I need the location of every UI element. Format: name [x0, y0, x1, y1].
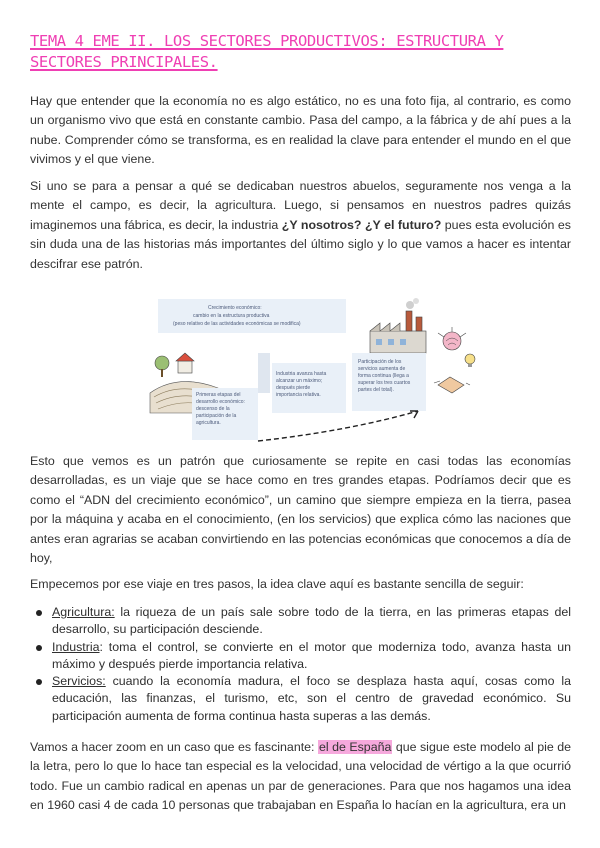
paragraph-abuelos-bold: ¿Y nosotros? ¿Y el futuro?	[281, 217, 442, 232]
box-ind-line2: alcanzar un máximo;	[276, 378, 323, 384]
box-agri-line4: participación de la	[196, 413, 237, 419]
handshake-icon	[434, 377, 470, 393]
term-services: Servicios:	[52, 674, 106, 689]
paragraph-pattern: Esto que vemos es un patrón que curiosamente se repite en casi todas las economías desarrolladas, es un viaje que se hace como en tres grandes etapas. Podríamos decir que es como el “ADN del crecimiento económico”, un camino que siempre empieza en la tierra, pasea por la máquina y acaba en el conocimiento, (en los servicios) que explica cómo las naciones que antes eran agrarias se acaban convirtiendo en las potencias económicas que conocemos a día de hoy,	[30, 454, 571, 566]
box-ind-line3: después pierde	[276, 385, 311, 391]
box-serv-line3: forma continua (llega a	[358, 373, 409, 379]
economic-growth-diagram	[148, 293, 488, 443]
box-agri-line2: desarrollo económico:	[196, 399, 245, 405]
box-ind-line1: Industria avanza hasta	[276, 371, 327, 377]
box-agri-line5: agricultura.	[196, 420, 221, 426]
paragraph-three-steps: Empecemos por ese viaje en tres pasos, la idea clave aquí es bastante sencilla de seguir:	[30, 577, 524, 591]
list-item	[32, 604, 571, 639]
bullet-dot-icon	[36, 610, 42, 616]
box-ind-line4: importancia relativa.	[276, 392, 321, 398]
diagram-header-line2: cambio en la estructura productiva	[193, 313, 270, 319]
paragraph-abuelos	[30, 177, 571, 274]
paragraph-abuelos-text: Si uno se para a pensar a qué se dedicaban nuestros abuelos, seguramente nos venga a la mente el campo, es decir, la agricultura. Luego, si pensamos en nuestros padres quizás imaginemos una fábrica, es decir, la industria	[30, 179, 571, 232]
list-item	[32, 673, 571, 725]
box-agri-line3: descenso de la	[196, 406, 230, 412]
page-title: TEMA 4 EME II. LOS SECTORES PRODUCTIVOS: ESTRUCTURA Y SECTORES PRINCIPALES.	[30, 32, 504, 71]
brain-icon	[438, 327, 466, 350]
diagram-header-line3: (peso relativo de las actividades económicas se modifica)	[173, 321, 301, 327]
bullet-dot-icon	[36, 645, 42, 651]
list-item	[32, 639, 571, 674]
box-serv-line1: Participación de los	[358, 359, 402, 365]
paragraph-spain-end: que sigue este modelo al pie de la letra, pero lo que lo hace tan especial es la velocidad, una velocidad de vértigo a la que ocurrió todo. Fue un cambio radical en apenas un par de generaciones. Para que nos hagamos una idea en 1960 casi 4 de cada 10 personas que trabajaban en España lo hacían en la agricultura, era un	[30, 740, 571, 813]
list-item-text: : toma el control, se convierte en el motor que moderniza todo, avanza hasta un máximo y después pierde importancia relativa.	[52, 639, 571, 671]
term-industry: Industria	[52, 639, 100, 654]
box-serv-line5: partes del total).	[358, 387, 394, 393]
paragraph-spain-text: Vamos a hacer zoom en un caso que es fascinante:	[30, 740, 318, 754]
box-serv-line2: servicios aumenta de	[358, 366, 406, 372]
box-serv-line4: superar los tres cuartos	[358, 380, 411, 386]
term-agriculture: Agricultura:	[52, 605, 115, 619]
box-agri-line1: Primeras etapas del	[196, 392, 241, 398]
paragraph-intro: Hay que entender que la economía no es algo estático, no es una foto fija, al contrario, es como un organismo vivo que está en constante cambio. Pasa del campo, a la fábrica y de ahí pues a la nube. Comprender cómo se transforma, es en realidad la clave para entender el mundo en el que vivimos y el que viene.	[30, 94, 571, 167]
diagram-header-line1: Crecimiento económico:	[208, 305, 262, 311]
highlight-spain: el de España	[318, 740, 392, 754]
list-item-text: cuando la economía madura, el foco se desplaza hasta aquí, cosas como la educación, las finanzas, el turismo, etc, son el centro de gravedad económico. Su participación aumenta de forma continua hasta superas a las demás.	[52, 674, 571, 723]
paragraph-spain	[30, 738, 571, 816]
lightbulb-icon	[465, 354, 475, 367]
paragraph-abuelos-end: pues esta evolución es sin duda una de las historias más importantes del último siglo y lo que vamos a hacer es intentar descifrar ese patrón.	[30, 217, 572, 271]
sector-list	[32, 604, 571, 725]
list-item-text: la riqueza de un país sale sobre todo de la tierra, en las primeras etapas del desarrollo, su participación desciende.	[52, 605, 571, 637]
bullet-dot-icon	[36, 679, 42, 685]
growth-arrow-icon	[258, 411, 418, 441]
factory-icon	[370, 298, 426, 353]
